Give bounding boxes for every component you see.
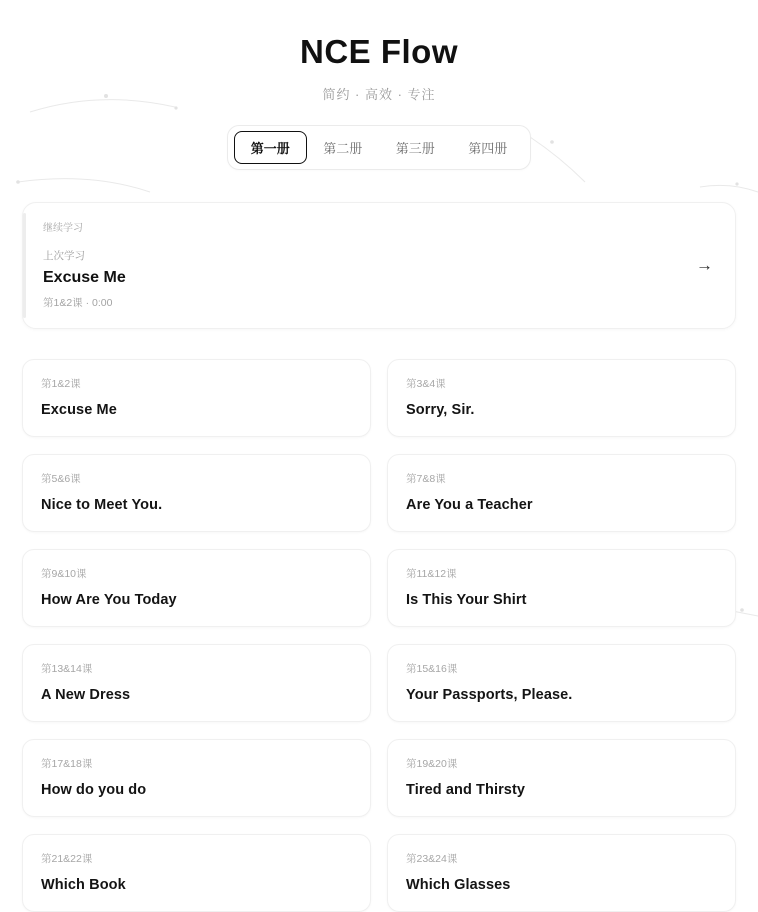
page-subtitle: 简约 · 高效 · 专注 xyxy=(322,86,436,102)
lesson-title: Are You a Teacher xyxy=(406,496,533,513)
lesson-title: Tired and Thirsty xyxy=(406,781,526,798)
continue-lesson-title: Excuse Me xyxy=(43,268,126,286)
lesson-title: Which Glasses xyxy=(406,876,511,893)
lesson-index: 第11&12课 xyxy=(406,567,457,580)
tab-book-3[interactable]: 第三册 xyxy=(395,140,435,156)
lesson-index: 第15&16课 xyxy=(406,662,458,675)
lesson-index: 第7&8课 xyxy=(406,472,446,485)
book-tabs xyxy=(227,125,531,170)
list-item[interactable] xyxy=(22,644,371,722)
tab-book-1[interactable]: 第一册 xyxy=(234,131,307,164)
list-item[interactable] xyxy=(22,549,371,627)
continue-last-label: 上次学习 xyxy=(43,249,85,262)
lesson-title: Your Passports, Please. xyxy=(406,686,573,703)
lesson-title: Sorry, Sir. xyxy=(406,401,475,418)
lesson-title: Excuse Me xyxy=(41,401,117,418)
lesson-index: 第21&22课 xyxy=(41,852,93,865)
lesson-index: 第13&14课 xyxy=(41,662,93,675)
lesson-title: Nice to Meet You. xyxy=(41,496,163,513)
tab-book-2[interactable]: 第二册 xyxy=(323,140,363,156)
page-title: NCE Flow xyxy=(300,33,458,70)
list-item[interactable] xyxy=(22,454,371,532)
list-item[interactable] xyxy=(22,834,371,912)
arrow-right-icon[interactable]: → xyxy=(696,255,713,275)
lesson-index: 第1&2课 xyxy=(41,377,81,390)
list-item[interactable] xyxy=(387,834,736,912)
lesson-title: How Are You Today xyxy=(41,591,177,608)
lesson-index: 第3&4课 xyxy=(406,377,446,390)
list-item[interactable] xyxy=(387,549,736,627)
lesson-index: 第17&18课 xyxy=(41,757,93,770)
list-item[interactable] xyxy=(387,644,736,722)
continue-lesson-meta: 第1&2课 · 0:00 xyxy=(43,296,113,309)
lesson-title: Is This Your Shirt xyxy=(406,591,527,608)
tab-book-4[interactable]: 第四册 xyxy=(468,140,508,156)
continue-section-label: 继续学习 xyxy=(43,222,83,234)
list-item[interactable] xyxy=(22,359,371,437)
app-root xyxy=(0,32,758,912)
lesson-title: How do you do xyxy=(41,781,147,798)
lesson-index: 第5&6课 xyxy=(41,472,81,485)
lesson-index: 第23&24课 xyxy=(406,852,458,865)
lesson-grid xyxy=(22,359,736,912)
lesson-title: A New Dress xyxy=(41,686,131,703)
list-item[interactable] xyxy=(387,454,736,532)
continue-learning-card[interactable] xyxy=(22,202,736,329)
lesson-index: 第9&10课 xyxy=(41,567,87,580)
list-item[interactable] xyxy=(387,739,736,817)
list-item[interactable] xyxy=(387,359,736,437)
list-item[interactable] xyxy=(22,739,371,817)
lesson-index: 第19&20课 xyxy=(406,757,458,770)
lesson-title: Which Book xyxy=(41,876,126,893)
